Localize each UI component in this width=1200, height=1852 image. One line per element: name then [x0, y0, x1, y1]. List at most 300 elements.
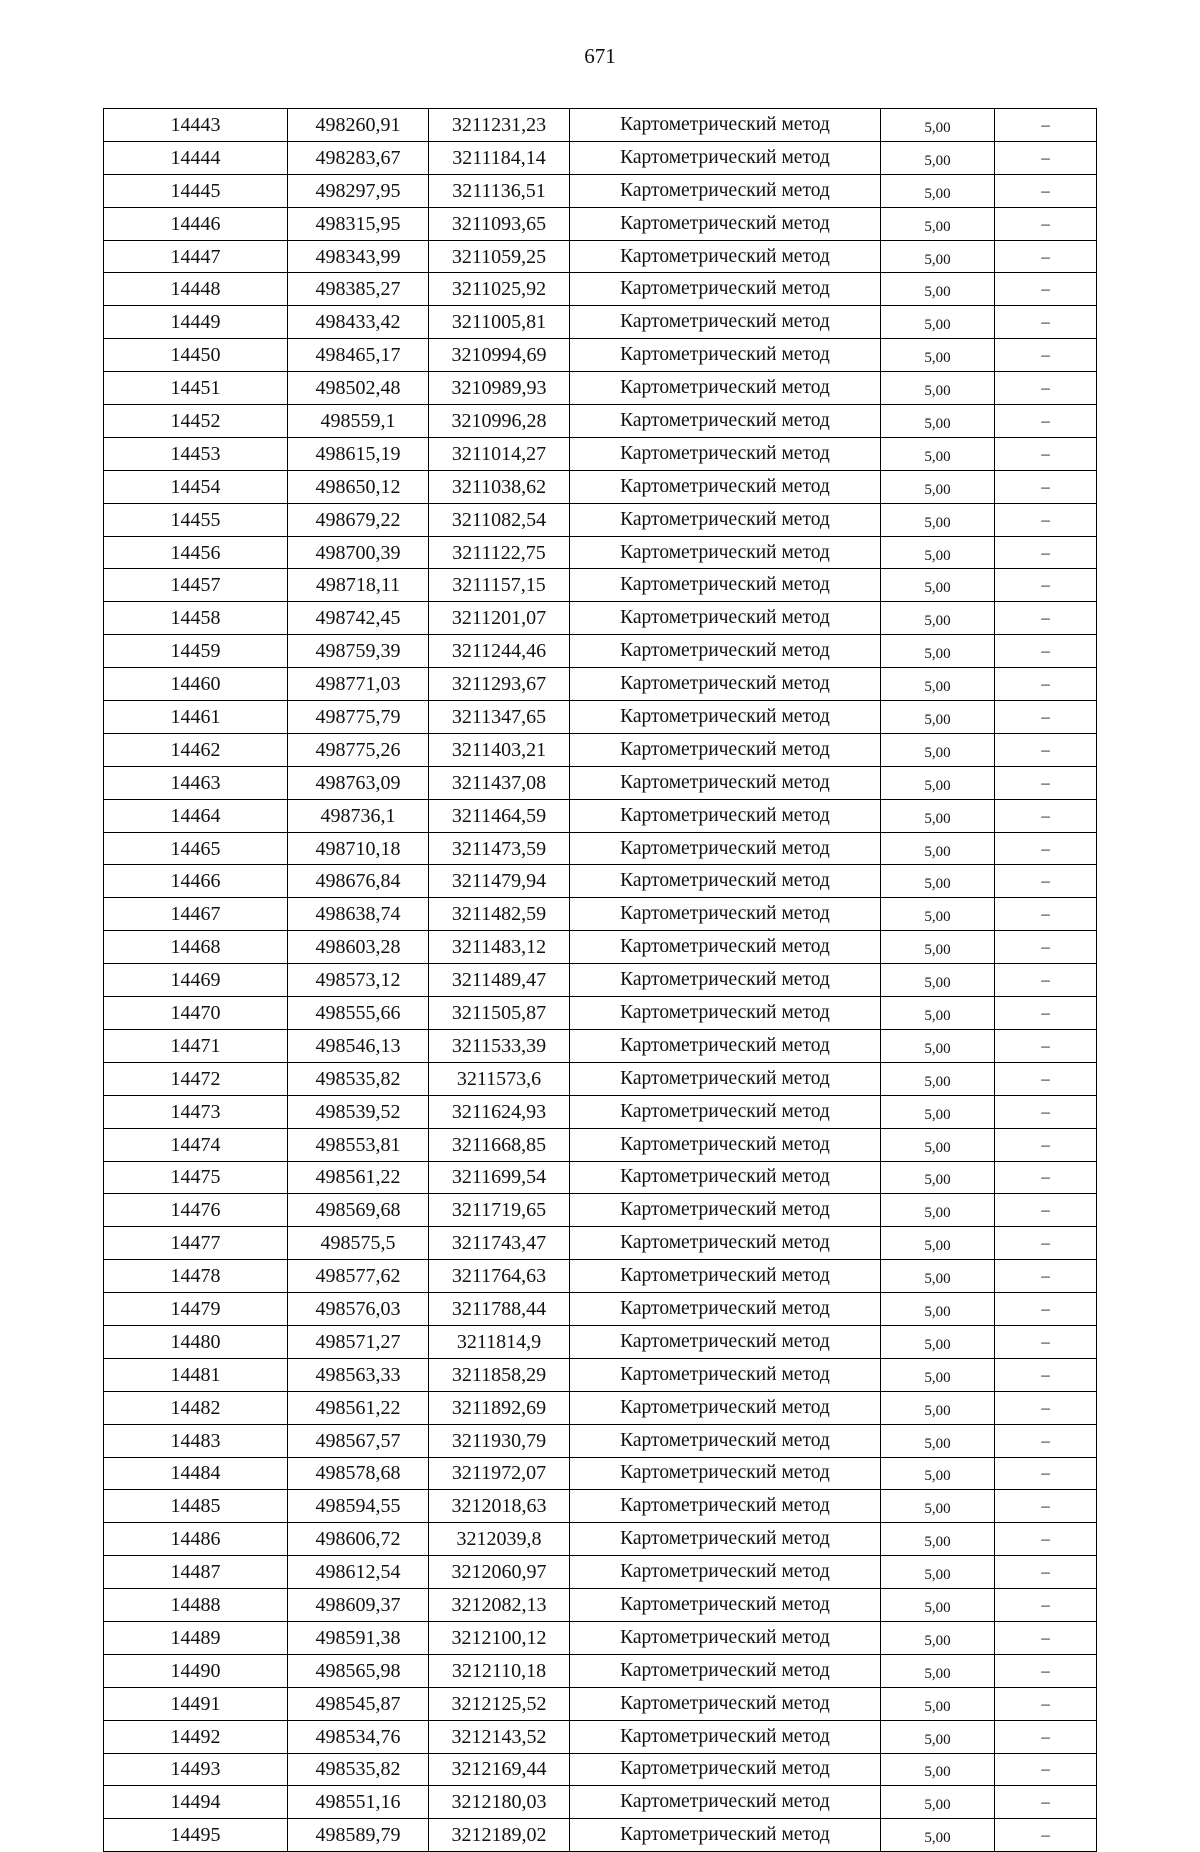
table-row — [104, 865, 1097, 898]
method-cell: Картометрический метод — [570, 799, 881, 832]
point-number-cell: 14445 — [104, 174, 288, 207]
dash-cell: – — [995, 1786, 1097, 1819]
dash-cell: – — [995, 1260, 1097, 1293]
method-cell: Картометрический метод — [570, 1687, 881, 1720]
method-cell: Картометрический метод — [570, 1490, 881, 1523]
error-cell: 5,00 — [881, 635, 995, 668]
table-row — [104, 898, 1097, 931]
method-cell: Картометрический метод — [570, 1325, 881, 1358]
table-row — [104, 372, 1097, 405]
y-coordinate-cell: 3211093,65 — [429, 207, 570, 240]
point-number-cell: 14451 — [104, 372, 288, 405]
x-coordinate-cell: 498589,79 — [288, 1819, 429, 1852]
error-cell: 5,00 — [881, 1095, 995, 1128]
table-row — [104, 109, 1097, 142]
method-cell: Картометрический метод — [570, 898, 881, 931]
table-row — [104, 1621, 1097, 1654]
dash-cell: – — [995, 1194, 1097, 1227]
point-number-cell: 14468 — [104, 931, 288, 964]
dash-cell: – — [995, 536, 1097, 569]
table-row — [104, 405, 1097, 438]
dash-cell: – — [995, 733, 1097, 766]
table-row — [104, 1654, 1097, 1687]
method-cell: Картометрический метод — [570, 470, 881, 503]
dash-cell: – — [995, 668, 1097, 701]
table-row — [104, 141, 1097, 174]
table-row — [104, 1753, 1097, 1786]
table-row — [104, 931, 1097, 964]
y-coordinate-cell: 3211858,29 — [429, 1358, 570, 1391]
error-cell: 5,00 — [881, 931, 995, 964]
dash-cell: – — [995, 964, 1097, 997]
x-coordinate-cell: 498534,76 — [288, 1720, 429, 1753]
method-cell: Картометрический метод — [570, 1062, 881, 1095]
error-cell: 5,00 — [881, 405, 995, 438]
point-number-cell: 14477 — [104, 1227, 288, 1260]
error-cell: 5,00 — [881, 109, 995, 142]
x-coordinate-cell: 498575,5 — [288, 1227, 429, 1260]
point-number-cell: 14448 — [104, 273, 288, 306]
table-row — [104, 1325, 1097, 1358]
error-cell: 5,00 — [881, 733, 995, 766]
dash-cell: – — [995, 109, 1097, 142]
dash-cell: – — [995, 240, 1097, 273]
x-coordinate-cell: 498609,37 — [288, 1589, 429, 1622]
x-coordinate-cell: 498650,12 — [288, 470, 429, 503]
table-row — [104, 1391, 1097, 1424]
point-number-cell: 14475 — [104, 1161, 288, 1194]
method-cell: Картометрический метод — [570, 536, 881, 569]
x-coordinate-cell: 498546,13 — [288, 1029, 429, 1062]
point-number-cell: 14487 — [104, 1556, 288, 1589]
y-coordinate-cell: 3211005,81 — [429, 306, 570, 339]
table-row — [104, 470, 1097, 503]
x-coordinate-cell: 498559,1 — [288, 405, 429, 438]
x-coordinate-cell: 498573,12 — [288, 964, 429, 997]
dash-cell: – — [995, 1589, 1097, 1622]
point-number-cell: 14492 — [104, 1720, 288, 1753]
x-coordinate-cell: 498260,91 — [288, 109, 429, 142]
error-cell: 5,00 — [881, 1293, 995, 1326]
y-coordinate-cell: 3212082,13 — [429, 1589, 570, 1622]
y-coordinate-cell: 3210996,28 — [429, 405, 570, 438]
point-number-cell: 14478 — [104, 1260, 288, 1293]
table-row — [104, 1786, 1097, 1819]
table-row — [104, 1490, 1097, 1523]
point-number-cell: 14472 — [104, 1062, 288, 1095]
table-row — [104, 1293, 1097, 1326]
error-cell: 5,00 — [881, 1523, 995, 1556]
dash-cell: – — [995, 1654, 1097, 1687]
error-cell: 5,00 — [881, 964, 995, 997]
y-coordinate-cell: 3212189,02 — [429, 1819, 570, 1852]
point-number-cell: 14486 — [104, 1523, 288, 1556]
table-row — [104, 733, 1097, 766]
error-cell: 5,00 — [881, 701, 995, 734]
table-row — [104, 602, 1097, 635]
dash-cell: – — [995, 174, 1097, 207]
y-coordinate-cell: 3211082,54 — [429, 503, 570, 536]
point-number-cell: 14457 — [104, 569, 288, 602]
method-cell: Картометрический метод — [570, 569, 881, 602]
point-number-cell: 14479 — [104, 1293, 288, 1326]
x-coordinate-cell: 498502,48 — [288, 372, 429, 405]
dash-cell: – — [995, 766, 1097, 799]
method-cell: Картометрический метод — [570, 405, 881, 438]
x-coordinate-cell: 498553,81 — [288, 1128, 429, 1161]
method-cell: Картометрический метод — [570, 503, 881, 536]
dash-cell: – — [995, 1391, 1097, 1424]
point-number-cell: 14483 — [104, 1424, 288, 1457]
error-cell: 5,00 — [881, 766, 995, 799]
x-coordinate-cell: 498742,45 — [288, 602, 429, 635]
y-coordinate-cell: 3211482,59 — [429, 898, 570, 931]
point-number-cell: 14465 — [104, 832, 288, 865]
x-coordinate-cell: 498545,87 — [288, 1687, 429, 1720]
table-row — [104, 1523, 1097, 1556]
y-coordinate-cell: 3212110,18 — [429, 1654, 570, 1687]
x-coordinate-cell: 498718,11 — [288, 569, 429, 602]
point-number-cell: 14485 — [104, 1490, 288, 1523]
method-cell: Картометрический метод — [570, 1391, 881, 1424]
method-cell: Картометрический метод — [570, 1358, 881, 1391]
x-coordinate-cell: 498710,18 — [288, 832, 429, 865]
table-row — [104, 1128, 1097, 1161]
dash-cell: – — [995, 405, 1097, 438]
table-row — [104, 1556, 1097, 1589]
error-cell: 5,00 — [881, 1687, 995, 1720]
y-coordinate-cell: 3211403,21 — [429, 733, 570, 766]
dash-cell: – — [995, 635, 1097, 668]
table-row — [104, 1029, 1097, 1062]
table-row — [104, 701, 1097, 734]
y-coordinate-cell: 3211788,44 — [429, 1293, 570, 1326]
dash-cell: – — [995, 1062, 1097, 1095]
point-number-cell: 14443 — [104, 109, 288, 142]
x-coordinate-cell: 498555,66 — [288, 997, 429, 1030]
table-row — [104, 437, 1097, 470]
table-row — [104, 1424, 1097, 1457]
dash-cell: – — [995, 470, 1097, 503]
y-coordinate-cell: 3211573,6 — [429, 1062, 570, 1095]
error-cell: 5,00 — [881, 1194, 995, 1227]
method-cell: Картометрический метод — [570, 306, 881, 339]
x-coordinate-cell: 498571,27 — [288, 1325, 429, 1358]
error-cell: 5,00 — [881, 1621, 995, 1654]
y-coordinate-cell: 3211201,07 — [429, 602, 570, 635]
y-coordinate-cell: 3212100,12 — [429, 1621, 570, 1654]
y-coordinate-cell: 3211464,59 — [429, 799, 570, 832]
method-cell: Картометрический метод — [570, 1095, 881, 1128]
dash-cell: – — [995, 898, 1097, 931]
error-cell: 5,00 — [881, 1424, 995, 1457]
table-row — [104, 1194, 1097, 1227]
method-cell: Картометрический метод — [570, 174, 881, 207]
dash-cell: – — [995, 372, 1097, 405]
error-cell: 5,00 — [881, 1556, 995, 1589]
dash-cell: – — [995, 1720, 1097, 1753]
method-cell: Картометрический метод — [570, 1786, 881, 1819]
y-coordinate-cell: 3210994,69 — [429, 339, 570, 372]
method-cell: Картометрический метод — [570, 964, 881, 997]
table-row — [104, 1260, 1097, 1293]
dash-cell: – — [995, 1358, 1097, 1391]
point-number-cell: 14488 — [104, 1589, 288, 1622]
error-cell: 5,00 — [881, 273, 995, 306]
error-cell: 5,00 — [881, 536, 995, 569]
error-cell: 5,00 — [881, 141, 995, 174]
table-row — [104, 536, 1097, 569]
y-coordinate-cell: 3211231,23 — [429, 109, 570, 142]
y-coordinate-cell: 3211059,25 — [429, 240, 570, 273]
x-coordinate-cell: 498551,16 — [288, 1786, 429, 1819]
y-coordinate-cell: 3211122,75 — [429, 536, 570, 569]
table-row — [104, 1358, 1097, 1391]
x-coordinate-cell: 498565,98 — [288, 1654, 429, 1687]
error-cell: 5,00 — [881, 1029, 995, 1062]
y-coordinate-cell: 3212039,8 — [429, 1523, 570, 1556]
page-number: 671 — [584, 44, 616, 68]
error-cell: 5,00 — [881, 569, 995, 602]
method-cell: Картометрический метод — [570, 865, 881, 898]
dash-cell: – — [995, 1621, 1097, 1654]
x-coordinate-cell: 498638,74 — [288, 898, 429, 931]
point-number-cell: 14449 — [104, 306, 288, 339]
error-cell: 5,00 — [881, 865, 995, 898]
dash-cell: – — [995, 931, 1097, 964]
y-coordinate-cell: 3211025,92 — [429, 273, 570, 306]
y-coordinate-cell: 3211668,85 — [429, 1128, 570, 1161]
point-number-cell: 14458 — [104, 602, 288, 635]
y-coordinate-cell: 3212125,52 — [429, 1687, 570, 1720]
method-cell: Картометрический метод — [570, 766, 881, 799]
error-cell: 5,00 — [881, 1490, 995, 1523]
dash-cell: – — [995, 1424, 1097, 1457]
x-coordinate-cell: 498676,84 — [288, 865, 429, 898]
table-row — [104, 240, 1097, 273]
table-row — [104, 1095, 1097, 1128]
dash-cell: – — [995, 1523, 1097, 1556]
point-number-cell: 14481 — [104, 1358, 288, 1391]
dash-cell: – — [995, 503, 1097, 536]
y-coordinate-cell: 3211293,67 — [429, 668, 570, 701]
method-cell: Картометрический метод — [570, 1128, 881, 1161]
error-cell: 5,00 — [881, 668, 995, 701]
table-row — [104, 1457, 1097, 1490]
method-cell: Картометрический метод — [570, 997, 881, 1030]
x-coordinate-cell: 498283,67 — [288, 141, 429, 174]
x-coordinate-cell: 498603,28 — [288, 931, 429, 964]
x-coordinate-cell: 498578,68 — [288, 1457, 429, 1490]
y-coordinate-cell: 3211699,54 — [429, 1161, 570, 1194]
y-coordinate-cell: 3211972,07 — [429, 1457, 570, 1490]
table-row — [104, 503, 1097, 536]
dash-cell: – — [995, 832, 1097, 865]
y-coordinate-cell: 3211244,46 — [429, 635, 570, 668]
point-number-cell: 14460 — [104, 668, 288, 701]
method-cell: Картометрический метод — [570, 1720, 881, 1753]
y-coordinate-cell: 3212143,52 — [429, 1720, 570, 1753]
dash-cell: – — [995, 1457, 1097, 1490]
y-coordinate-cell: 3211184,14 — [429, 141, 570, 174]
point-number-cell: 14450 — [104, 339, 288, 372]
table-row — [104, 997, 1097, 1030]
x-coordinate-cell: 498759,39 — [288, 635, 429, 668]
y-coordinate-cell: 3212018,63 — [429, 1490, 570, 1523]
point-number-cell: 14444 — [104, 141, 288, 174]
error-cell: 5,00 — [881, 1391, 995, 1424]
point-number-cell: 14473 — [104, 1095, 288, 1128]
table-row — [104, 1161, 1097, 1194]
error-cell: 5,00 — [881, 602, 995, 635]
error-cell: 5,00 — [881, 1819, 995, 1852]
x-coordinate-cell: 498763,09 — [288, 766, 429, 799]
error-cell: 5,00 — [881, 470, 995, 503]
error-cell: 5,00 — [881, 503, 995, 536]
y-coordinate-cell: 3212060,97 — [429, 1556, 570, 1589]
dash-cell: – — [995, 1227, 1097, 1260]
error-cell: 5,00 — [881, 1227, 995, 1260]
method-cell: Картометрический метод — [570, 1029, 881, 1062]
dash-cell: – — [995, 1753, 1097, 1786]
method-cell: Картометрический метод — [570, 1819, 881, 1852]
dash-cell: – — [995, 865, 1097, 898]
method-cell: Картометрический метод — [570, 733, 881, 766]
dash-cell: – — [995, 602, 1097, 635]
error-cell: 5,00 — [881, 240, 995, 273]
error-cell: 5,00 — [881, 174, 995, 207]
table-row — [104, 569, 1097, 602]
method-cell: Картометрический метод — [570, 701, 881, 734]
method-cell: Картометрический метод — [570, 1194, 881, 1227]
point-number-cell: 14455 — [104, 503, 288, 536]
x-coordinate-cell: 498297,95 — [288, 174, 429, 207]
y-coordinate-cell: 3211157,15 — [429, 569, 570, 602]
y-coordinate-cell: 3211892,69 — [429, 1391, 570, 1424]
x-coordinate-cell: 498615,19 — [288, 437, 429, 470]
error-cell: 5,00 — [881, 997, 995, 1030]
y-coordinate-cell: 3211489,47 — [429, 964, 570, 997]
method-cell: Картометрический метод — [570, 1457, 881, 1490]
method-cell: Картометрический метод — [570, 1260, 881, 1293]
point-number-cell: 14456 — [104, 536, 288, 569]
error-cell: 5,00 — [881, 1161, 995, 1194]
point-number-cell: 14489 — [104, 1621, 288, 1654]
y-coordinate-cell: 3211743,47 — [429, 1227, 570, 1260]
y-coordinate-cell: 3211014,27 — [429, 437, 570, 470]
y-coordinate-cell: 3211136,51 — [429, 174, 570, 207]
x-coordinate-cell: 498561,22 — [288, 1391, 429, 1424]
error-cell: 5,00 — [881, 832, 995, 865]
x-coordinate-cell: 498775,26 — [288, 733, 429, 766]
method-cell: Картометрический метод — [570, 339, 881, 372]
error-cell: 5,00 — [881, 1062, 995, 1095]
dash-cell: – — [995, 1095, 1097, 1128]
x-coordinate-cell: 498612,54 — [288, 1556, 429, 1589]
method-cell: Картометрический метод — [570, 832, 881, 865]
method-cell: Картометрический метод — [570, 931, 881, 964]
y-coordinate-cell: 3211719,65 — [429, 1194, 570, 1227]
error-cell: 5,00 — [881, 437, 995, 470]
x-coordinate-cell: 498591,38 — [288, 1621, 429, 1654]
table-row — [104, 799, 1097, 832]
method-cell: Картометрический метод — [570, 109, 881, 142]
method-cell: Картометрический метод — [570, 602, 881, 635]
x-coordinate-cell: 498700,39 — [288, 536, 429, 569]
error-cell: 5,00 — [881, 799, 995, 832]
table-row — [104, 1819, 1097, 1852]
y-coordinate-cell: 3211347,65 — [429, 701, 570, 734]
x-coordinate-cell: 498465,17 — [288, 339, 429, 372]
x-coordinate-cell: 498606,72 — [288, 1523, 429, 1556]
y-coordinate-cell: 3211814,9 — [429, 1325, 570, 1358]
table-row — [104, 635, 1097, 668]
method-cell: Картометрический метод — [570, 635, 881, 668]
table-row — [104, 668, 1097, 701]
point-number-cell: 14463 — [104, 766, 288, 799]
y-coordinate-cell: 3210989,93 — [429, 372, 570, 405]
method-cell: Картометрический метод — [570, 1523, 881, 1556]
error-cell: 5,00 — [881, 1358, 995, 1391]
method-cell: Картометрический метод — [570, 1161, 881, 1194]
method-cell: Картометрический метод — [570, 437, 881, 470]
coordinates-table-body — [104, 109, 1097, 1852]
x-coordinate-cell: 498594,55 — [288, 1490, 429, 1523]
point-number-cell: 14491 — [104, 1687, 288, 1720]
y-coordinate-cell: 3212169,44 — [429, 1753, 570, 1786]
method-cell: Картометрический метод — [570, 207, 881, 240]
table-row — [104, 1720, 1097, 1753]
method-cell: Картометрический метод — [570, 1556, 881, 1589]
point-number-cell: 14469 — [104, 964, 288, 997]
y-coordinate-cell: 3211437,08 — [429, 766, 570, 799]
point-number-cell: 14480 — [104, 1325, 288, 1358]
error-cell: 5,00 — [881, 306, 995, 339]
x-coordinate-cell: 498563,33 — [288, 1358, 429, 1391]
y-coordinate-cell: 3211764,63 — [429, 1260, 570, 1293]
method-cell: Картометрический метод — [570, 1227, 881, 1260]
method-cell: Картометрический метод — [570, 668, 881, 701]
dash-cell: – — [995, 141, 1097, 174]
dash-cell: – — [995, 1128, 1097, 1161]
method-cell: Картометрический метод — [570, 1753, 881, 1786]
table-row — [104, 1227, 1097, 1260]
table-row — [104, 174, 1097, 207]
method-cell: Картометрический метод — [570, 372, 881, 405]
x-coordinate-cell: 498775,79 — [288, 701, 429, 734]
x-coordinate-cell: 498315,95 — [288, 207, 429, 240]
point-number-cell: 14464 — [104, 799, 288, 832]
point-number-cell: 14484 — [104, 1457, 288, 1490]
dash-cell: – — [995, 1687, 1097, 1720]
x-coordinate-cell: 498385,27 — [288, 273, 429, 306]
error-cell: 5,00 — [881, 339, 995, 372]
x-coordinate-cell: 498567,57 — [288, 1424, 429, 1457]
point-number-cell: 14470 — [104, 997, 288, 1030]
x-coordinate-cell: 498535,82 — [288, 1753, 429, 1786]
error-cell: 5,00 — [881, 207, 995, 240]
point-number-cell: 14493 — [104, 1753, 288, 1786]
point-number-cell: 14474 — [104, 1128, 288, 1161]
table-row — [104, 306, 1097, 339]
error-cell: 5,00 — [881, 1589, 995, 1622]
y-coordinate-cell: 3211624,93 — [429, 1095, 570, 1128]
table-row — [104, 1687, 1097, 1720]
coordinates-table — [103, 108, 1097, 1852]
table-row — [104, 832, 1097, 865]
point-number-cell: 14452 — [104, 405, 288, 438]
error-cell: 5,00 — [881, 1786, 995, 1819]
